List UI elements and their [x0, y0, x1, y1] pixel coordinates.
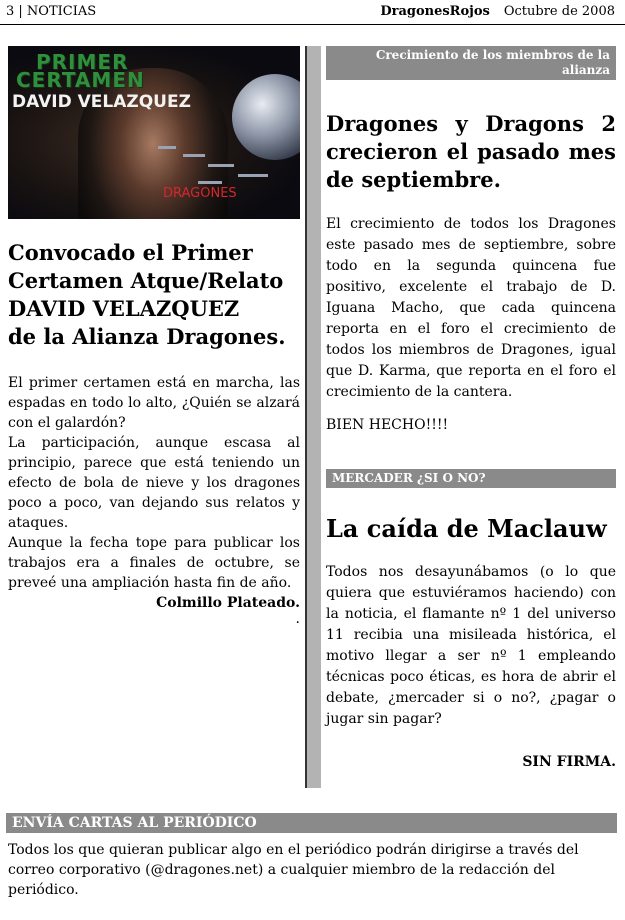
article-paragraph: La participación, aunque escasa al principio, parece que está teniendo un efecto de bola de nieve y los dragones poco a poco, van dejando sus relatos y ataques. [8, 435, 300, 531]
banner-name: DAVID VELAZQUEZ [12, 92, 191, 112]
article-closing: BIEN HECHO!!!! [326, 417, 449, 433]
starship-graphic [158, 146, 176, 149]
column-divider [305, 46, 321, 788]
banner-alliance: DRAGONES [163, 186, 237, 201]
article-paragraph: Aunque la fecha tope para publicar los trabajos era a finales de octubre, se preveé una ampliación hasta fin de año. [8, 535, 300, 591]
starship-graphic [238, 174, 268, 177]
article-paragraph: El crecimiento de todos los Dragones este pasado mes de septiembre, sobre todo en la segunda quincena fue positivo, excelente el trabajo de D. Iguana Macho, que cada quincena reporta en el foro el crecimiento de todos los miembros de Dragones, igual que D. Karma, que reporta en el foro el crecimiento de la cantera. [326, 216, 616, 400]
starship-graphic [183, 154, 205, 157]
right-column [326, 46, 616, 770]
planet-graphic [232, 74, 300, 160]
headline-line: DAVID VELAZQUEZ [8, 296, 240, 321]
left-article [8, 46, 300, 625]
article-headline [8, 239, 300, 351]
headline-line: Convocado el Primer [8, 240, 253, 265]
article-paragraph: Todos nos desayunábamos (o lo que quiera que estuviéramos haciendo) con la noticia, el flamante nº 1 del universo 11 recibia una misileada histórica, el motivo llegar a ser nº 1 empleando técnicas poco éticas, es hora de abrir el debate, ¿mercader si o no?, ¿pagar o jugar sin pagar? [326, 564, 616, 727]
article-signature: SIN FIRMA. [522, 754, 616, 770]
issue-date: Octubre de 2008 [503, 4, 615, 19]
section-header: Crecimiento de los miembros de la alianza [326, 46, 616, 80]
section-header: MERCADER ¿SI O NO? [326, 469, 616, 488]
headline-line: de la Alianza Dragones. [8, 324, 286, 349]
article-headline: La caída de Maclauw [326, 514, 607, 543]
article-body [8, 373, 300, 593]
trailing-mark: . [295, 611, 300, 627]
starship-graphic [208, 164, 234, 167]
article-body [326, 214, 616, 403]
article-banner-image [8, 46, 300, 219]
brand-name: DragonesRojos [380, 4, 490, 19]
article-headline: Dragones y Dragons 2 crecieron el pasado mes de septiembre. [326, 111, 616, 192]
article-signature: Colmillo Plateado. [156, 595, 300, 611]
starship-graphic [198, 181, 222, 184]
header-rule [0, 24, 625, 25]
article-body [326, 562, 616, 730]
article-paragraph: El primer certamen está en marcha, las espadas en todo lo alto, ¿Quién se alzará con el galardón? [8, 375, 300, 431]
footer-text: Todos los que quieran publicar algo en el periódico podrán dirigirse a través del correo corporativo (@dragones.net) a cualquier miembro de la redacción del periódico. [8, 842, 579, 898]
page-section-label: 3 | NOTICIAS [6, 4, 97, 19]
section-header: ENVÍA CARTAS AL PERIÓDICO [6, 813, 617, 833]
banner-title-line: PRIMER [36, 50, 129, 74]
headline-line: Certamen Atque/Relato [8, 268, 284, 293]
masthead [380, 4, 615, 19]
banner-title-line: CERTAMEN [16, 68, 145, 92]
